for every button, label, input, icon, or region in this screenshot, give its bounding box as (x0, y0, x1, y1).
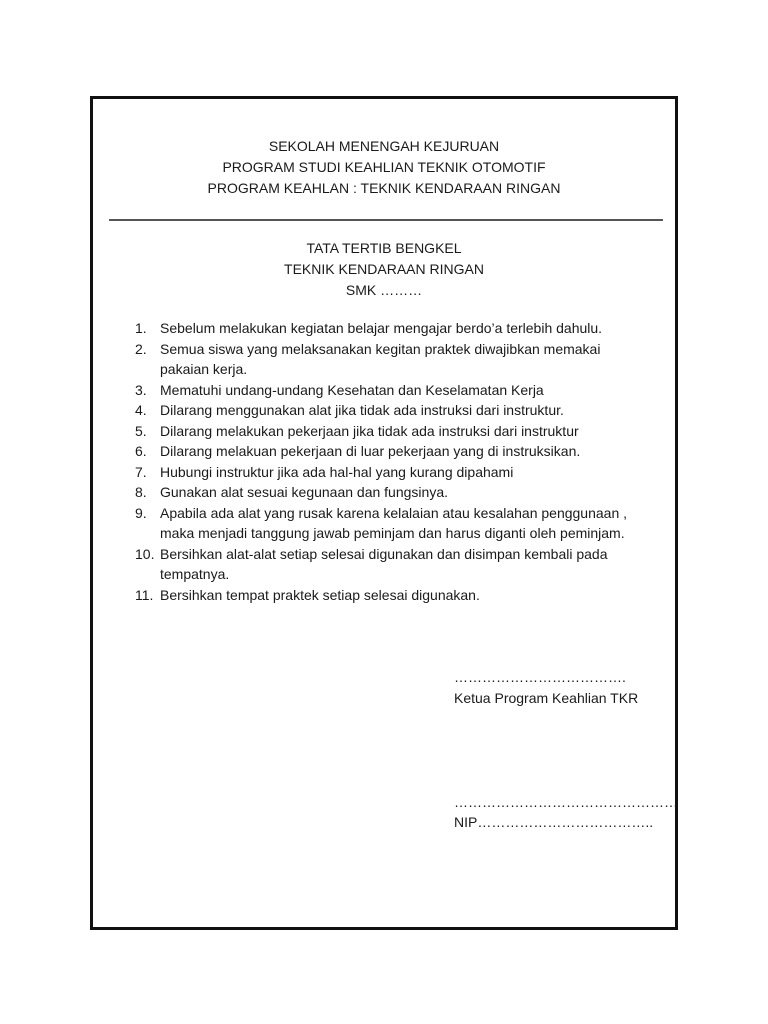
rule-number: 9. (135, 504, 147, 521)
rule-number: 4. (135, 402, 147, 418)
document-title (93, 238, 675, 301)
header-school-name: SEKOLAH MENENGAH KEJURUAN (268, 138, 500, 154)
title-line-3: SMK ……… (345, 282, 423, 298)
rule-text: Mematuhi undang-undang Kesehatan dan Keselamatan Kerja (160, 381, 544, 398)
header-study-program: PROGRAM STUDI KEAHLIAN TEKNIK OTOMOTIF (222, 159, 546, 175)
rule-text: Gunakan alat sesuai kegunaan dan fungsinya. (160, 484, 448, 500)
school-header (93, 136, 675, 199)
rule-text: Dilarang menggunakan alat jika tidak ada instruksi dari instruktur. (160, 402, 564, 418)
rule-item (135, 400, 645, 421)
rule-number: 2. (135, 340, 147, 357)
rule-text: Bersihkan tempat praktek setiap selesai digunakan. (160, 586, 480, 603)
signature-place-date: ………………………………. (454, 669, 626, 685)
rule-text: Dilarang melakuan pekerjaan di luar pekerjaan yang di instruksikan. (160, 443, 581, 459)
rule-number: 8. (135, 484, 147, 500)
rule-text: Apabila ada alat yang rusak karena kelalaian atau kesalahan penggunaan , maka menjadi tanggung jawab peminjam dan harus diganti oleh peminjam. (160, 504, 628, 541)
signature-name-line: ………………………………………… (454, 794, 678, 810)
rule-number: 6. (135, 443, 147, 459)
rule-number: 3. (135, 381, 147, 398)
rule-number: 10. (135, 545, 155, 562)
rules-list (135, 318, 645, 605)
rule-number: 5. (135, 422, 147, 439)
rule-text: Bersihkan alat-alat setiap selesai digunakan dan disimpan kembali pada tempatnya. (160, 545, 608, 582)
signature-role: Ketua Program Keahlian TKR (454, 690, 639, 706)
rule-number: 7. (135, 463, 147, 480)
rule-item (135, 339, 645, 380)
rule-item (135, 380, 645, 401)
rule-number: 11. (135, 586, 154, 603)
title-line-2: TEKNIK KENDARAAN RINGAN (284, 261, 484, 277)
rule-item (135, 585, 645, 606)
rule-item (135, 503, 645, 544)
rule-item (135, 482, 645, 503)
title-line-1: TATA TERTIB BENGKEL (306, 240, 462, 256)
document-frame (90, 96, 678, 930)
signature-nip: NIP……………………………….. (454, 814, 654, 830)
rule-number: 1. (135, 320, 147, 336)
rule-item (135, 421, 645, 442)
rule-text: Dilarang melakukan pekerjaan jika tidak ada instruksi dari instruktur (160, 422, 579, 439)
rule-text: Sebelum melakukan kegiatan belajar mengajar berdo’a terlebih dahulu. (160, 320, 603, 336)
rule-text: Hubungi instruktur jika ada hal-hal yang kurang dipahami (160, 463, 514, 480)
rule-text: Semua siswa yang melaksanakan kegitan praktek diwajibkan memakai pakaian kerja. (160, 340, 601, 377)
header-expertise-program: PROGRAM KEAHLAN : TEKNIK KENDARAAN RINGAN (207, 180, 561, 196)
rule-item (135, 441, 645, 462)
rule-item (135, 318, 645, 339)
rule-item (135, 544, 645, 585)
header-divider (109, 219, 663, 221)
rule-item (135, 462, 645, 483)
